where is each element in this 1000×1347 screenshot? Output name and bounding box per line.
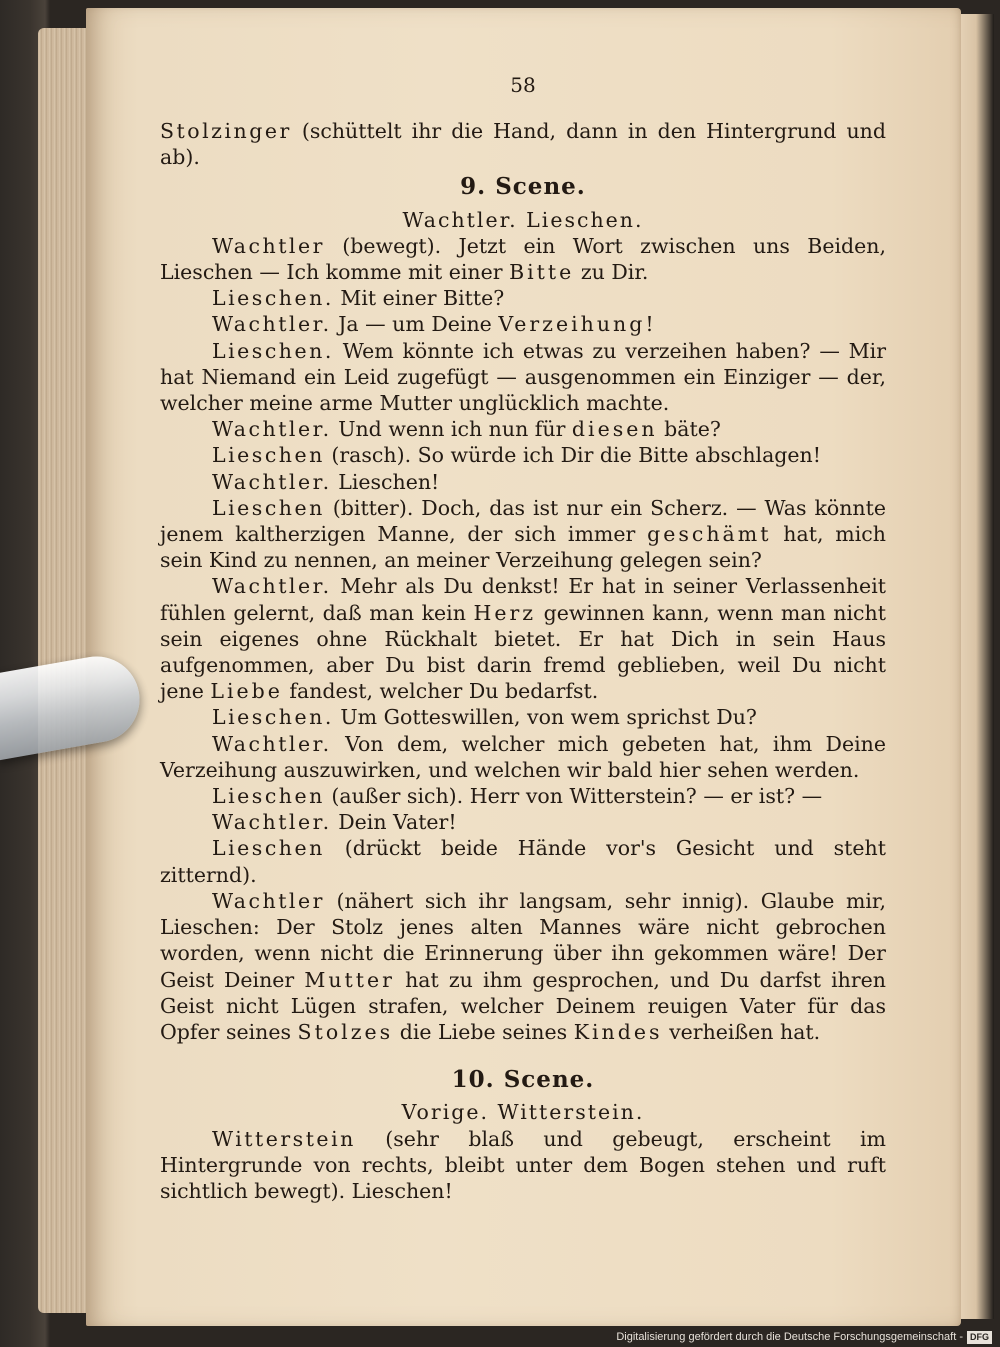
paragraph xyxy=(160,888,886,1045)
speech: Mit einer Bitte? xyxy=(333,286,505,311)
speaker: Wachtler. xyxy=(212,574,332,599)
speech: (bewegt). Jetzt ein Wort zwischen uns Beiden, Lieschen — Ich komme mit einer xyxy=(160,233,886,285)
speech: (sehr blaß und gebeugt, erscheint im Hintergrunde von rechts, bleibt unter dem Bogen stehen und ruft sichtlich bewegt). Lieschen! xyxy=(160,1126,886,1203)
speech: Lieschen! xyxy=(331,469,440,494)
page-number: 58 xyxy=(510,73,536,97)
paragraph xyxy=(160,285,886,311)
scene-title: 9. Scene. xyxy=(460,173,586,201)
paragraph xyxy=(160,704,886,730)
paragraph xyxy=(160,416,886,442)
speaker: Lieschen xyxy=(212,495,325,520)
footer-text: Digitalisierung gefördert durch die Deutsche Forschungsgemeinschaft - xyxy=(616,1331,963,1343)
paragraph xyxy=(160,442,886,468)
paragraph xyxy=(160,809,886,835)
speech: (drückt beide Hände vor's Gesicht und steht zitternd). xyxy=(160,836,886,887)
paragraph xyxy=(160,469,886,495)
speech: Mehr als Du denkst! Er hat in seiner Verlassenheit fühlen gelernt, daß man kein xyxy=(160,574,886,625)
emphasis: Verzeihung! xyxy=(498,312,657,337)
speaker: Wachtler. xyxy=(212,469,332,494)
paragraph xyxy=(160,311,886,337)
speaker: Lieschen. xyxy=(212,286,334,311)
speaker: Wachtler xyxy=(212,233,325,258)
speech: verheißen hat. xyxy=(662,1019,821,1044)
speaker: Lieschen xyxy=(212,836,325,861)
paragraph xyxy=(160,783,886,809)
speaker: Lieschen xyxy=(212,784,325,809)
scene-cast: Vorige. Witterstein. xyxy=(401,1100,645,1125)
scene-cast: Wachtler. Lieschen. xyxy=(402,207,644,232)
paragraph xyxy=(160,1126,886,1205)
page-text xyxy=(160,72,886,1204)
speech: zu Dir. xyxy=(574,260,649,285)
speech: (rasch). So würde ich Dir die Bitte abschlagen! xyxy=(324,443,821,468)
speech: (außer sich). Herr von Witterstein? — er ist? — xyxy=(324,784,823,809)
speaker: Wachtler. xyxy=(212,312,332,337)
speaker: Wachtler. xyxy=(212,810,332,835)
speech: hat zu ihm gesprochen, und Du darfst ihren Geist nicht Lügen strafen, welcher Deinem reuigen Vater für das Opfer seines xyxy=(160,967,886,1044)
paragraph xyxy=(160,731,886,783)
speech: fandest, welcher Du bedarfst. xyxy=(282,679,599,704)
emphasis: diesen xyxy=(571,417,658,442)
speech: (bitter). Doch, das ist nur ein Scherz. — Was könnte jenem kaltherzigen Manne, der sich immer xyxy=(160,495,886,547)
speech: (nähert sich ihr langsam, sehr innig). Glaube mir, Lieschen: Der Stolz jenes alten Mannes wäre nicht gebrochen worden, wenn nicht die Erinnerung über ihn gekommen wäre! Der Geist Deiner xyxy=(160,888,886,992)
speech: Ja — um Deine xyxy=(331,312,499,337)
speech: Und wenn ich nun für xyxy=(331,417,572,442)
emphasis: Mutter xyxy=(304,967,395,992)
speech: Um Gotteswillen, von wem sprichst Du? xyxy=(333,705,757,730)
speech: (schüttelt ihr die Hand, dann in den Hintergrund und ab). xyxy=(160,119,886,170)
speech: Wem könnte ich etwas zu verzeihen haben? — Mir hat Niemand ein Leid zugefügt — ausgenommen ein Einziger — der, welcher meine arme Mutter unglücklich machte. xyxy=(160,338,886,416)
speech: bäte? xyxy=(657,417,721,442)
scene-title: 10. Scene. xyxy=(451,1066,595,1094)
speech: hat, mich sein Kind zu nennen, an meiner Verzeihung gelegen sein? xyxy=(160,522,886,573)
speech: die Liebe seines xyxy=(393,1019,574,1044)
speaker: Lieschen. xyxy=(212,338,334,363)
emphasis: Kindes xyxy=(573,1019,663,1044)
emphasis: Bitte xyxy=(509,260,575,285)
speech: gewinnen kann, wenn man nicht sein eigenes ohne Rückhalt bietet. Er hat Dich in sein Haus aufgenommen, aber Du bist darin fremd geblieben, weil Du nicht jene xyxy=(160,600,886,704)
speaker: Lieschen xyxy=(212,443,325,468)
emphasis: Herz xyxy=(473,600,537,625)
speech: Von dem, welcher mich gebeten hat, ihm Deine Verzeihung auszuwirken, und welchen wir bald hier sehen werden. xyxy=(160,731,886,782)
paragraph xyxy=(160,118,886,170)
footer-credit xyxy=(600,1328,992,1346)
speaker: Lieschen. xyxy=(212,705,334,730)
speaker: Wachtler. xyxy=(212,731,332,756)
emphasis: Stolzes xyxy=(297,1019,394,1044)
paragraph xyxy=(160,233,886,285)
speaker: Wachtler xyxy=(212,888,325,913)
right-page-edge xyxy=(958,14,994,1319)
speech: Dein Vater! xyxy=(331,810,457,835)
paragraph xyxy=(160,835,886,887)
paragraph xyxy=(160,338,886,417)
paragraph xyxy=(160,495,886,574)
paragraph xyxy=(160,573,886,704)
speaker: Witterstein xyxy=(212,1126,356,1151)
emphasis: Liebe xyxy=(210,679,283,704)
emphasis: geschämt xyxy=(647,522,772,547)
dfg-logo-icon: DFG xyxy=(967,1331,992,1344)
speaker: Stolzinger xyxy=(160,119,292,143)
speaker: Wachtler. xyxy=(212,417,332,442)
